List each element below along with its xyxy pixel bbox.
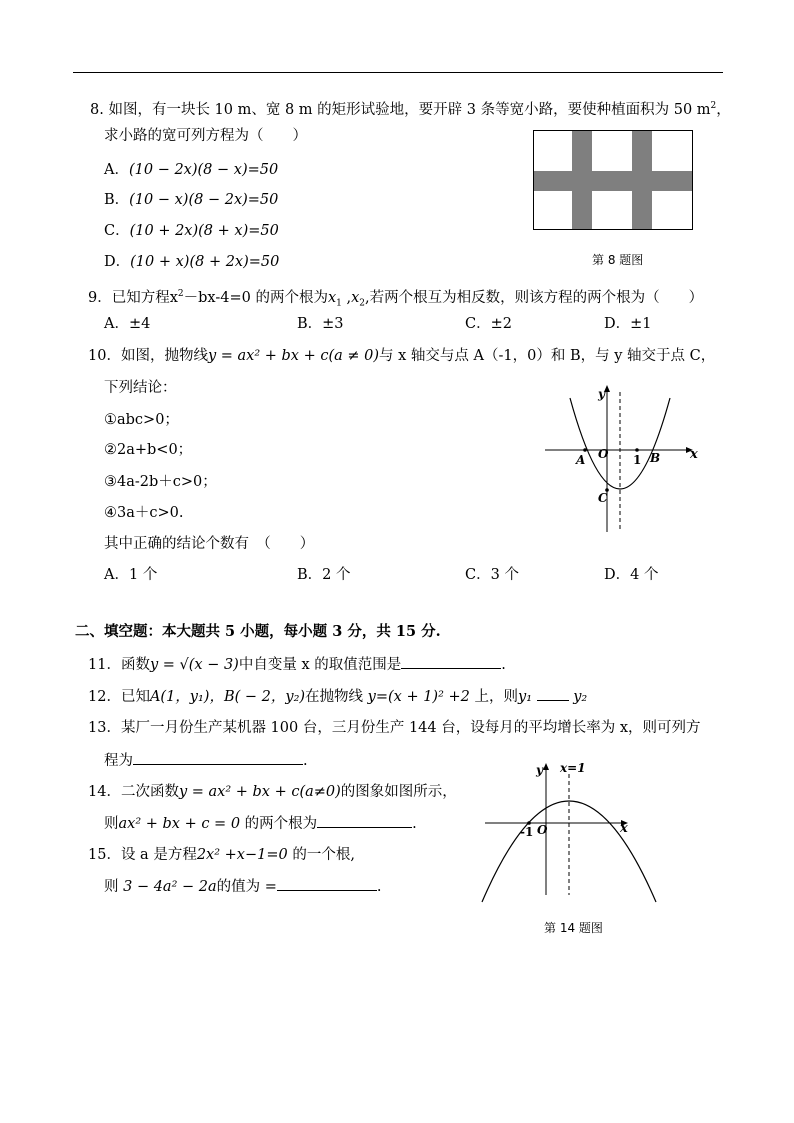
q8-horizontal-path [534, 171, 693, 191]
q9-option-d[interactable] [604, 314, 652, 334]
option-text: 2 个 [322, 567, 351, 583]
option-label: B． [297, 316, 323, 332]
q15-text-3: 则 [104, 879, 124, 895]
q12-y2: y₂ [573, 689, 588, 705]
q14-figure-caption: 第 14 题图 [544, 921, 603, 935]
option-text: ±2 [490, 316, 512, 332]
q8-figure-caption: 第 8 题图 [592, 253, 644, 267]
option-text: 1 个 [128, 567, 158, 583]
option-text: ±1 [630, 316, 652, 332]
q14-text-3: 则 [104, 816, 119, 832]
option-label: B． [297, 567, 323, 583]
option-label: B． [104, 192, 130, 208]
q10-stem [88, 346, 715, 366]
q9-option-c[interactable] [465, 314, 512, 334]
q15-text-2: 的一个根, [287, 847, 355, 863]
q9-x1: x [327, 289, 337, 306]
q15-line1 [88, 845, 355, 865]
q9-stem [88, 284, 703, 314]
q10-label-1: 1 [633, 453, 642, 467]
q8-option-b[interactable] [104, 190, 278, 210]
q12-points: A(1，y₁)，B( − 2，y₂) [149, 689, 306, 705]
option-expr: (10 − 2x)(8 − x)=50 [128, 162, 279, 178]
q11-text: 11．函数 [88, 657, 150, 673]
q8-stem-punct: ， [716, 101, 731, 118]
q9-option-b[interactable] [297, 314, 344, 334]
q10-conclusion-4: ④3a＋c>0. [104, 505, 184, 521]
q10-formula: y = ax² + bx + c(a ≠ 0) [207, 348, 380, 364]
q14-figure [480, 760, 660, 910]
q15-end: . [376, 879, 382, 895]
option-expr: (10 + x)(8 + 2x)=50 [130, 254, 280, 270]
q14-formula: y = ax² + bx + c(a≠0) [178, 784, 341, 800]
q15-formula: 2x² +x−1=0 [196, 847, 288, 863]
q11-answer-blank[interactable] [401, 654, 501, 669]
q10-stem-text-2: 与 x 轴交与点 A（-1，0）和 B，与 y 轴交于点 C， [379, 348, 716, 364]
q13-line1: 13．某厂一月份生产某机器 100 台，三月份生产 144 台，设每月的平均增长率为 x，则可列方 [88, 720, 701, 736]
q8-vertical-path-right [632, 131, 652, 230]
q9-comma: , [341, 289, 352, 306]
q9-x2: x [351, 289, 360, 306]
q11 [88, 654, 506, 675]
q14-label-y: y [536, 763, 543, 777]
q15-formula-2: 3 − 4a² − 2a [123, 879, 217, 895]
option-label: D． [104, 254, 131, 270]
q15-answer-blank[interactable] [277, 876, 377, 891]
q15-text: 15．设 a 是方程 [88, 847, 197, 863]
option-label: D． [604, 316, 631, 332]
q13-line2 [104, 750, 308, 771]
q11-text-2: 中自变量 x 的取值范围是 [238, 657, 402, 673]
q10-conclusion-3: ③4a-2b＋c>0； [104, 474, 217, 490]
section2-title: 二、填空题：本大题共 5 小题，每小题 3 分，共 15 分. [75, 623, 441, 640]
q9-sub2: 2 [359, 298, 366, 309]
q13-end: . [303, 753, 308, 769]
q12-text: 12．已知 [88, 689, 150, 705]
q12-answer-blank[interactable] [537, 686, 569, 701]
q14-text-2: 的图象如图所示， [340, 784, 457, 800]
q8-stem-text: 8. 如图，有一块长 10 m、宽 8 m 的矩形试验地，要开辟 3 条等宽小路，要使种植面积为 50 m [90, 101, 711, 118]
q10-label-o: O [598, 447, 609, 461]
q12-y1: y₁ [518, 689, 533, 705]
option-label: C． [104, 223, 130, 239]
q12-parabola: y=(x + 1)² +2 [367, 689, 470, 705]
option-text: ±4 [128, 316, 151, 332]
q14-label-neg1: -1 [520, 825, 534, 839]
q8-stem-line2: 求小路的宽可列方程为（ ） [104, 128, 307, 144]
option-label: D． [604, 567, 631, 583]
q14-label-x: x [620, 821, 628, 836]
q10-point-1 [635, 448, 639, 452]
q14-answer-blank[interactable] [317, 813, 412, 828]
q8-stem-line1 [90, 96, 731, 120]
q8-superscript: 2 [710, 101, 717, 111]
q13-answer-blank[interactable] [133, 750, 303, 765]
q10-option-b[interactable] [297, 565, 351, 585]
q14-line1 [88, 782, 457, 802]
q8-option-c[interactable] [104, 221, 279, 241]
q10-conclusion-1: ①abc>0； [104, 412, 179, 428]
q12-text-3: 上，则 [469, 689, 518, 705]
q9-stem-text-3: ,若两个根互为相反数，则该方程的两个根为（ ） [365, 289, 704, 306]
option-text: 3 个 [490, 567, 519, 583]
q8-figure [533, 130, 693, 230]
q10-label-a: A [576, 453, 586, 467]
q10-question: 其中正确的结论个数有 （ ） [104, 536, 315, 552]
q10-option-a[interactable] [104, 565, 157, 585]
q14-label-xeq1: x=1 [560, 761, 586, 775]
q13-text: 程为 [104, 753, 133, 769]
q10-label-x: x [690, 447, 698, 462]
q8-option-a[interactable] [104, 160, 278, 180]
q10-option-c[interactable] [465, 565, 519, 585]
q15-text-4: 的值为 = [216, 879, 277, 895]
q10-label-c: C [598, 491, 608, 505]
q10-stem-line2: 下列结论： [104, 380, 177, 396]
q14-formula-2: ax² + bx + c = 0 [118, 816, 241, 832]
q10-label-b: B [650, 451, 661, 465]
q10-option-d[interactable] [604, 565, 658, 585]
q8-vertical-path-left [572, 131, 592, 230]
option-label: C． [465, 316, 491, 332]
option-text: 4 个 [630, 567, 659, 583]
q10-figure [540, 380, 700, 535]
q9-stem-text-2: －bx-4=0 的两个根为 [183, 289, 328, 306]
q10-stem-text: 10．如图，抛物线 [88, 348, 208, 364]
option-expr: (10 − x)(8 − 2x)=50 [129, 192, 279, 208]
q9-sub1: 1 [336, 298, 342, 309]
q14-end: . [412, 816, 417, 832]
q14-line2 [104, 813, 417, 834]
q10-label-y: y [598, 387, 605, 401]
option-label: A． [104, 567, 129, 583]
q10-point-a [583, 448, 587, 452]
option-label: A． [104, 316, 129, 332]
q12 [88, 686, 587, 707]
option-text: ±3 [322, 316, 344, 332]
q10-conclusion-2: ②2a+b<0； [104, 442, 193, 458]
q14-label-o: O [537, 823, 548, 837]
q8-option-d[interactable] [104, 252, 279, 272]
option-label: C． [465, 567, 491, 583]
header-rule [73, 72, 723, 73]
q14-text-4: 的两个根为 [240, 816, 318, 832]
option-expr: (10 + 2x)(8 + x)=50 [129, 223, 279, 239]
option-label: A． [104, 162, 129, 178]
q9-stem-text: 9．已知方程x [88, 289, 178, 306]
q11-formula: y = √(x − 3) [149, 657, 239, 673]
q9-superscript: 2 [177, 289, 184, 299]
q15-line2 [104, 876, 382, 897]
q14-text: 14．二次函数 [88, 784, 179, 800]
q11-end: . [501, 657, 506, 673]
q9-option-a[interactable] [104, 314, 150, 334]
q12-text-2: 在抛物线 [305, 689, 368, 705]
